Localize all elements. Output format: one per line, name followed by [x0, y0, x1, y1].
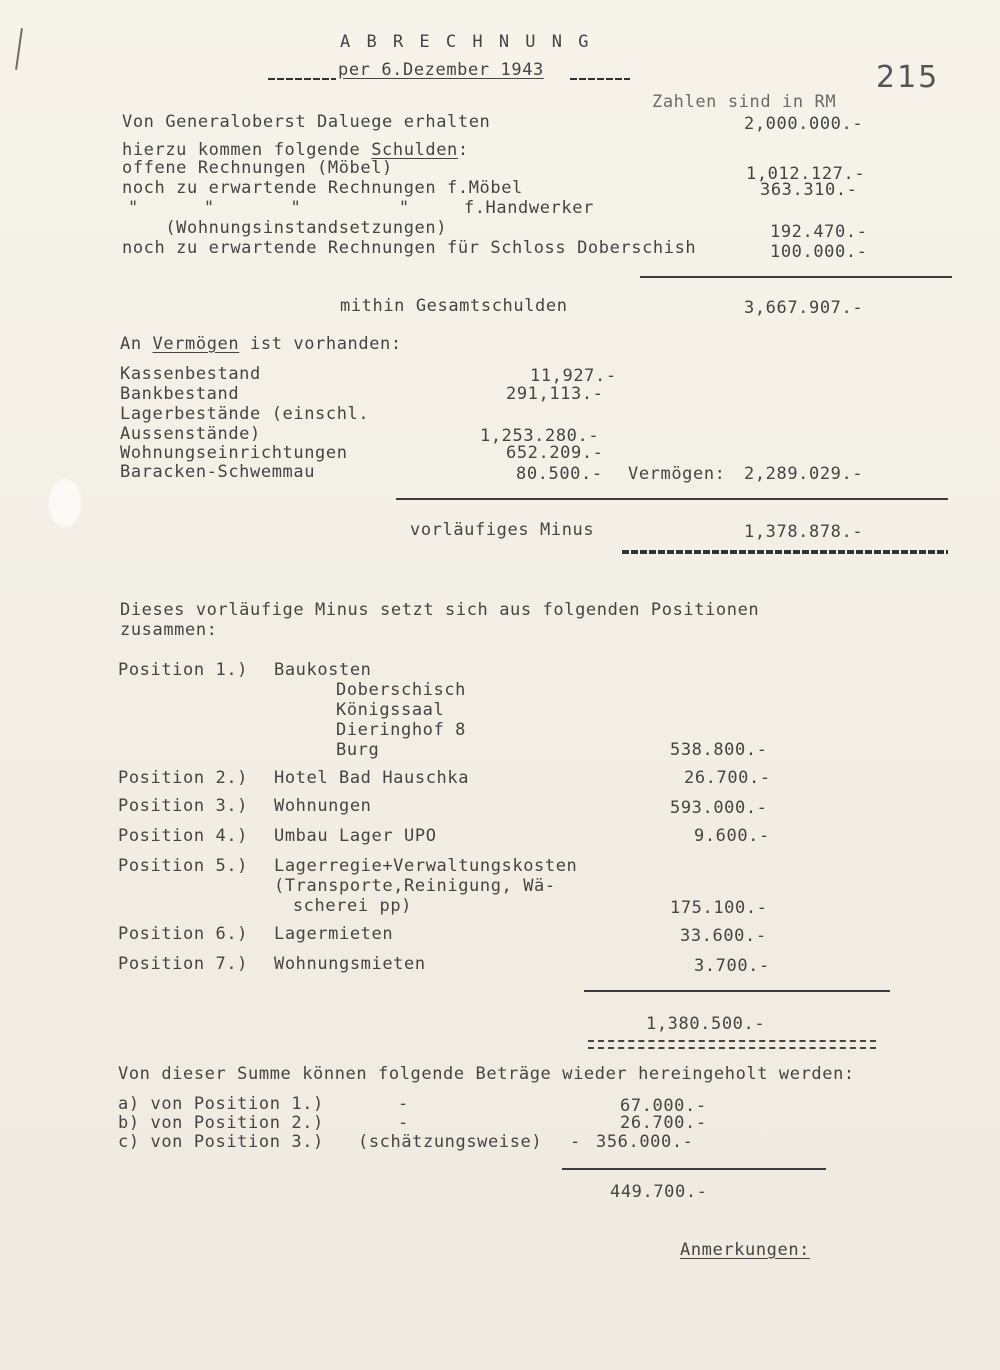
positions-total-rule	[584, 990, 890, 992]
debt-item-amount: 100.000.-	[770, 242, 868, 262]
asset-item-label: Aussenstände)	[120, 424, 261, 444]
recoverable-label: c) von Position 3.)	[118, 1132, 324, 1152]
assets-total-rule	[396, 498, 948, 500]
debt-item-label: (Wohnungsinstandsetzungen)	[122, 218, 448, 238]
positions-double-rule	[588, 1040, 876, 1049]
assets-intro: An Vermögen ist vorhanden:	[120, 334, 402, 354]
asset-item-amount: 1,253.280.-	[480, 426, 600, 446]
minus-double-rule	[622, 550, 948, 554]
asset-item-label: Lagerbestände (einschl.	[120, 404, 370, 424]
assets-total-label: Vermögen:	[628, 464, 726, 484]
date-underline-right	[570, 78, 630, 80]
position-sub: Burg	[336, 740, 380, 760]
position-sub: (Transporte,Reinigung, Wä-	[274, 876, 556, 896]
asset-item-amount: 80.500.-	[516, 464, 603, 484]
position-amount: 593.000.-	[670, 798, 768, 818]
debt-item-label: offene Rechnungen (Möbel)	[122, 158, 393, 178]
position-desc: Wohnungsmieten	[274, 954, 426, 974]
date-underline-left	[268, 78, 336, 80]
position-amount: 9.600.-	[694, 826, 770, 846]
recoverable-amount: 356.000.-	[596, 1132, 694, 1152]
position-sub: Dieringhof 8	[336, 720, 467, 740]
page-number: 215	[876, 60, 940, 95]
document-date: per 6.Dezember 1943	[338, 60, 544, 80]
asset-item-amount: 652.209.-	[506, 443, 604, 463]
received-label: Von Generaloberst Daluege erhalten	[122, 112, 491, 132]
debts-total-rule	[640, 276, 952, 278]
asset-item-label: Baracken-Schwemmau	[120, 462, 316, 482]
debts-intro: hierzu kommen folgende Schulden:	[122, 140, 469, 160]
debt-item-amount: 1,012.127.-	[746, 164, 866, 184]
positions-intro-line2: zusammen:	[120, 620, 218, 640]
recoverable-dash: -	[398, 1094, 409, 1114]
asset-item-label: Kassenbestand	[120, 364, 261, 384]
position-desc: Umbau Lager UPO	[274, 826, 437, 846]
asset-item-amount: 291,113.-	[506, 384, 604, 404]
recoverable-amount: 26.700.-	[620, 1113, 707, 1133]
minus-amount: 1,378.878.-	[744, 522, 864, 542]
debt-item-label: " " " " f.Handwerker	[128, 198, 594, 218]
remarks-heading: Anmerkungen:	[680, 1240, 811, 1260]
position-desc: Baukosten	[274, 660, 372, 680]
recoverable-total-rule	[562, 1168, 826, 1170]
debt-item-amount: 363.310.-	[760, 180, 858, 200]
assets-total-amount: 2,289.029.-	[744, 464, 864, 484]
position-label: Position 1.)	[118, 660, 249, 680]
position-amount: 26.700.-	[684, 768, 771, 788]
position-label: Position 5.)	[118, 856, 249, 876]
debts-total-label: mithin Gesamtschulden	[340, 296, 568, 316]
positions-intro-line1: Dieses vorläufige Minus setzt sich aus folgenden Positionen	[120, 600, 760, 620]
recoverable-dash: -	[398, 1113, 409, 1133]
positions-total-amount: 1,380.500.-	[646, 1014, 766, 1034]
position-sub: scherei pp)	[282, 896, 413, 916]
position-label: Position 7.)	[118, 954, 249, 974]
punch-hole	[48, 478, 82, 528]
document-title: A B R E C H N U N G	[340, 32, 592, 52]
margin-pencil-mark	[15, 28, 23, 70]
asset-item-label: Bankbestand	[120, 384, 240, 404]
position-desc: Lagermieten	[274, 924, 394, 944]
position-amount: 538.800.-	[670, 740, 768, 760]
position-amount: 175.100.-	[670, 898, 768, 918]
position-label: Position 6.)	[118, 924, 249, 944]
received-amount: 2,000.000.-	[744, 114, 864, 134]
position-label: Position 2.)	[118, 768, 249, 788]
debt-item-label: noch zu erwartende Rechnungen für Schloss Doberschish	[122, 238, 697, 258]
recoverable-dash: -	[570, 1132, 581, 1152]
position-desc: Hotel Bad Hauschka	[274, 768, 470, 788]
position-label: Position 4.)	[118, 826, 249, 846]
minus-label: vorläufiges Minus	[410, 520, 595, 540]
asset-item-amount: 11,927.-	[530, 366, 617, 386]
asset-item-label: Wohnungseinrichtungen	[120, 443, 348, 463]
position-amount: 33.600.-	[680, 926, 767, 946]
debt-item-amount: 192.470.-	[770, 222, 868, 242]
position-label: Position 3.)	[118, 796, 249, 816]
debts-total-amount: 3,667.907.-	[744, 298, 864, 318]
recoverable-label: a) von Position 1.)	[118, 1094, 324, 1114]
recoverable-label: b) von Position 2.)	[118, 1113, 324, 1133]
recoverable-note: (schätzungsweise)	[358, 1132, 543, 1152]
debt-item-label: noch zu erwartende Rechnungen f.Möbel	[122, 178, 523, 198]
position-sub: Doberschisch	[336, 680, 467, 700]
currency-note: Zahlen sind in RM	[652, 92, 837, 112]
recoverable-total-amount: 449.700.-	[610, 1182, 708, 1202]
position-amount: 3.700.-	[694, 956, 770, 976]
position-desc: Wohnungen	[274, 796, 372, 816]
recoverable-intro: Von dieser Summe können folgende Beträge wieder hereingeholt werden:	[118, 1064, 855, 1084]
recoverable-amount: 67.000.-	[620, 1096, 707, 1116]
position-desc: Lagerregie+Verwaltungskosten	[274, 856, 578, 876]
position-sub: Königssaal	[336, 700, 445, 720]
